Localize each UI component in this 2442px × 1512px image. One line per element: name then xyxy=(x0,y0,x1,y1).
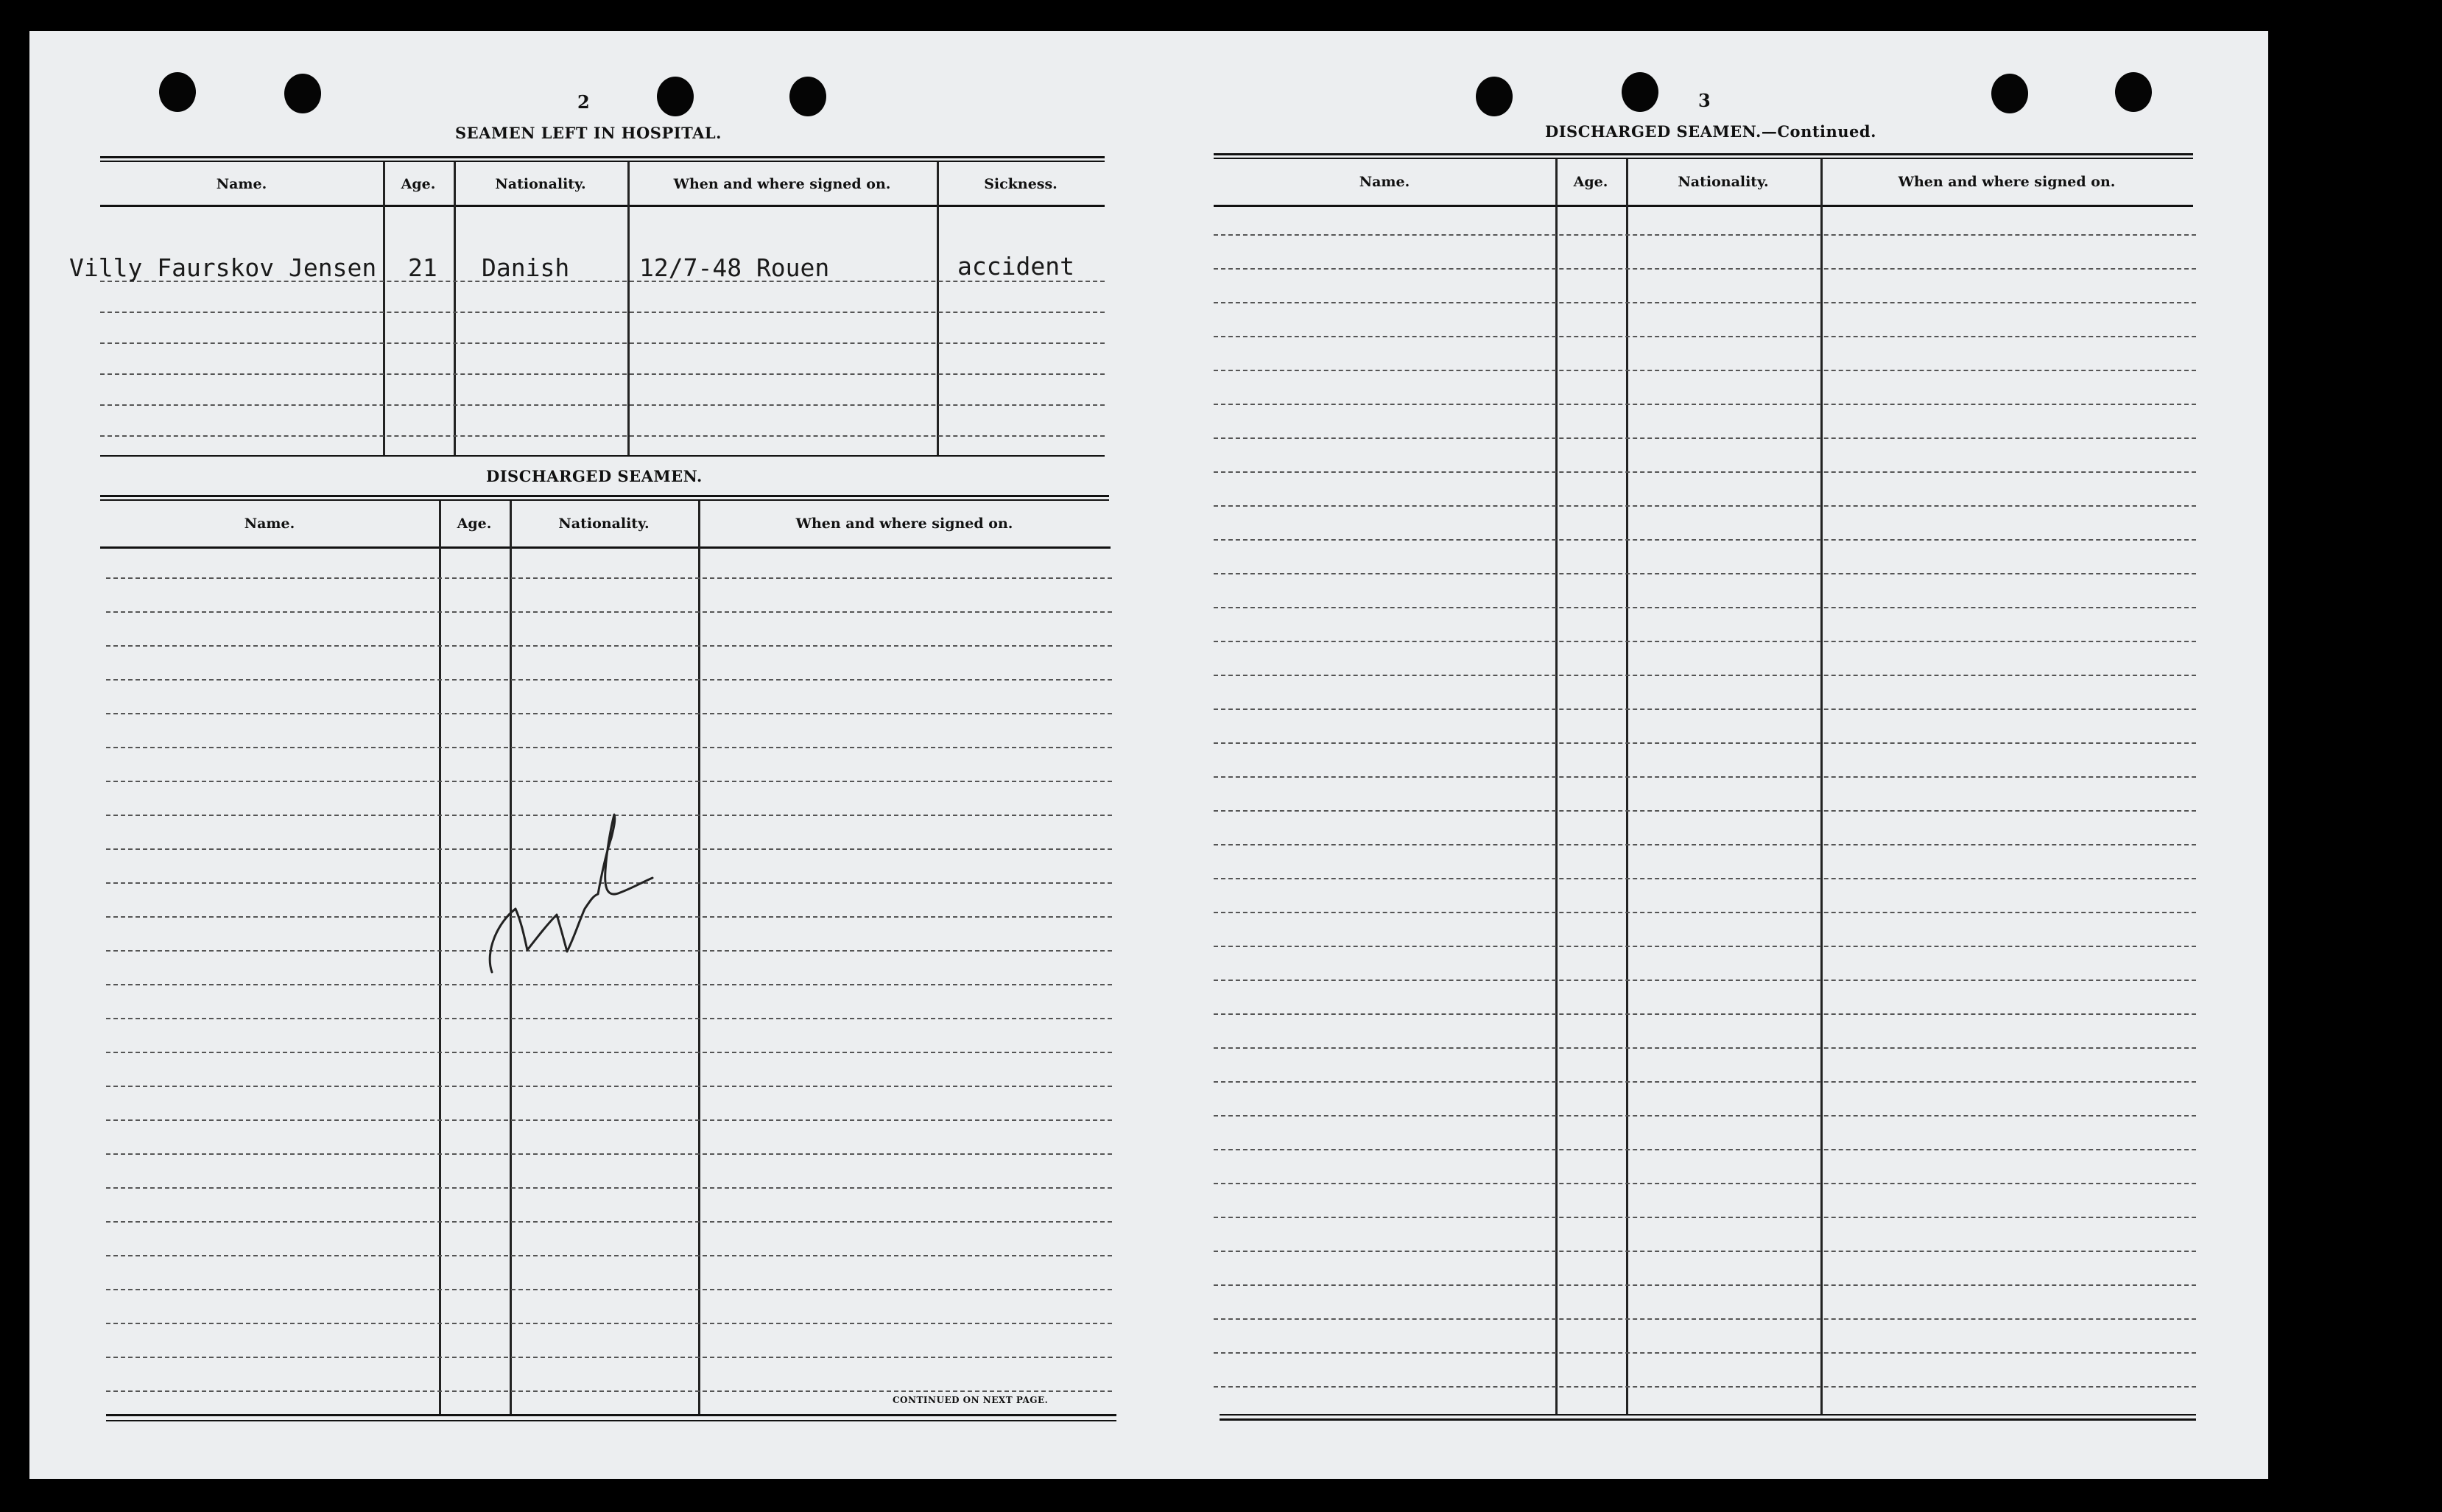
entry-line xyxy=(106,713,1112,714)
entry-line xyxy=(106,1153,1112,1155)
entry-line xyxy=(1214,1251,2196,1252)
entry-line xyxy=(1214,404,2196,405)
entry-line xyxy=(106,747,1112,748)
column-header-signed-on: When and where signed on. xyxy=(673,176,891,192)
column-header-nationality: Nationality. xyxy=(558,516,650,532)
column-divider xyxy=(439,501,441,1414)
rule xyxy=(100,156,1105,158)
entry-line xyxy=(106,1289,1112,1290)
punch-hole xyxy=(1476,77,1513,116)
entry-line xyxy=(1214,1047,2196,1049)
seaman-name: Villy Faurskov Jensen xyxy=(69,253,377,282)
column-divider xyxy=(1626,159,1628,1416)
entry-line xyxy=(106,1052,1112,1053)
left-page xyxy=(29,31,1153,1479)
entry-line xyxy=(106,1390,1112,1392)
rule xyxy=(1220,1414,2196,1416)
entry-line xyxy=(1214,505,2196,507)
column-header-age: Age. xyxy=(401,176,436,192)
entry-line xyxy=(1214,641,2196,642)
rule xyxy=(100,161,1105,162)
entry-line xyxy=(106,645,1112,647)
entry-line xyxy=(1214,776,2196,778)
entry-line xyxy=(106,1255,1112,1256)
column-divider xyxy=(627,162,630,455)
seaman-nationality: Danish xyxy=(482,253,570,282)
page-number: 3 xyxy=(1698,90,1711,111)
entry-line xyxy=(106,1221,1112,1223)
column-header-name: Name. xyxy=(1359,174,1410,190)
seaman-sickness: accident xyxy=(957,252,1074,281)
entry-line xyxy=(106,1357,1112,1358)
entry-line xyxy=(100,312,1105,313)
entry-line xyxy=(1214,844,2196,845)
entry-line xyxy=(106,1018,1112,1019)
entry-line xyxy=(1214,1081,2196,1083)
entry-line xyxy=(1214,1386,2196,1388)
entry-line xyxy=(106,611,1112,613)
column-divider xyxy=(1820,159,1823,1416)
column-divider xyxy=(937,162,939,455)
entry-line xyxy=(1214,980,2196,981)
rule xyxy=(100,205,1105,207)
entry-line xyxy=(1214,437,2196,439)
punch-hole xyxy=(2115,72,2152,112)
column-divider xyxy=(383,162,385,455)
entry-line xyxy=(1214,946,2196,947)
punch-hole xyxy=(159,72,196,112)
hospital-section-title: SEAMEN LEFT IN HOSPITAL. xyxy=(455,124,722,142)
rule xyxy=(1214,153,2193,155)
entry-line xyxy=(1214,370,2196,371)
seaman-age: 21 xyxy=(408,253,437,282)
seaman-signed-on: 12/7-48 Rouen xyxy=(639,253,830,282)
rule xyxy=(100,495,1109,497)
entry-line xyxy=(1214,302,2196,303)
rule xyxy=(100,499,1109,501)
entry-line xyxy=(1214,878,2196,879)
entry-line xyxy=(1214,675,2196,676)
column-divider xyxy=(1555,159,1558,1416)
entry-line xyxy=(1214,1352,2196,1354)
entry-line xyxy=(100,404,1105,406)
entry-line xyxy=(100,435,1105,437)
entry-line xyxy=(1214,607,2196,608)
entry-line xyxy=(1214,268,2196,270)
entry-line xyxy=(1214,1115,2196,1117)
discharged-continued-title: DISCHARGED SEAMEN.—Continued. xyxy=(1545,122,1876,141)
column-divider xyxy=(454,162,456,455)
right-page xyxy=(1153,31,2268,1479)
entry-line xyxy=(1214,1318,2196,1320)
punch-hole xyxy=(1991,74,2028,113)
rule xyxy=(1220,1418,2196,1421)
entry-line xyxy=(100,342,1105,344)
entry-line xyxy=(1214,912,2196,913)
entry-line xyxy=(1214,573,2196,574)
column-header-nationality: Nationality. xyxy=(495,176,586,192)
entry-line xyxy=(1214,1183,2196,1184)
handwritten-nil-annotation xyxy=(476,753,697,988)
punch-hole xyxy=(1622,72,1658,112)
punch-hole xyxy=(284,74,321,113)
rule xyxy=(1214,205,2193,207)
entry-line xyxy=(1214,471,2196,473)
column-header-name: Name. xyxy=(216,176,267,192)
column-header-signed-on: When and where signed on. xyxy=(1898,174,2116,190)
rule xyxy=(106,1420,1116,1421)
punch-hole xyxy=(789,77,826,116)
discharged-section-title: DISCHARGED SEAMEN. xyxy=(486,467,703,485)
column-header-age: Age. xyxy=(457,516,492,532)
column-header-nationality: Nationality. xyxy=(1678,174,1769,190)
entry-line xyxy=(1214,1284,2196,1286)
entry-line xyxy=(106,1086,1112,1087)
entry-line xyxy=(106,1119,1112,1121)
rule xyxy=(106,1414,1116,1416)
entry-line xyxy=(1214,1217,2196,1218)
column-header-signed-on: When and where signed on. xyxy=(795,516,1013,532)
column-header-name: Name. xyxy=(244,516,295,532)
page-number: 2 xyxy=(577,91,590,113)
entry-line xyxy=(106,577,1112,579)
entry-line xyxy=(106,1323,1112,1324)
punch-hole xyxy=(657,77,694,116)
entry-line xyxy=(1214,539,2196,541)
column-header-sickness: Sickness. xyxy=(984,176,1058,192)
entry-line xyxy=(1214,234,2196,236)
column-header-age: Age. xyxy=(1573,174,1608,190)
entry-line xyxy=(100,373,1105,375)
rule xyxy=(100,455,1105,457)
rule xyxy=(1214,158,2193,159)
entry-line xyxy=(106,679,1112,681)
continued-footer: CONTINUED ON NEXT PAGE. xyxy=(893,1395,1049,1405)
entry-line xyxy=(1214,810,2196,812)
rule xyxy=(100,546,1111,549)
entry-line xyxy=(1214,742,2196,744)
column-divider xyxy=(698,501,700,1414)
entry-line xyxy=(106,1187,1112,1189)
entry-line xyxy=(1214,1149,2196,1150)
entry-line xyxy=(1214,1013,2196,1015)
entry-line xyxy=(1214,708,2196,710)
entry-line xyxy=(1214,336,2196,337)
